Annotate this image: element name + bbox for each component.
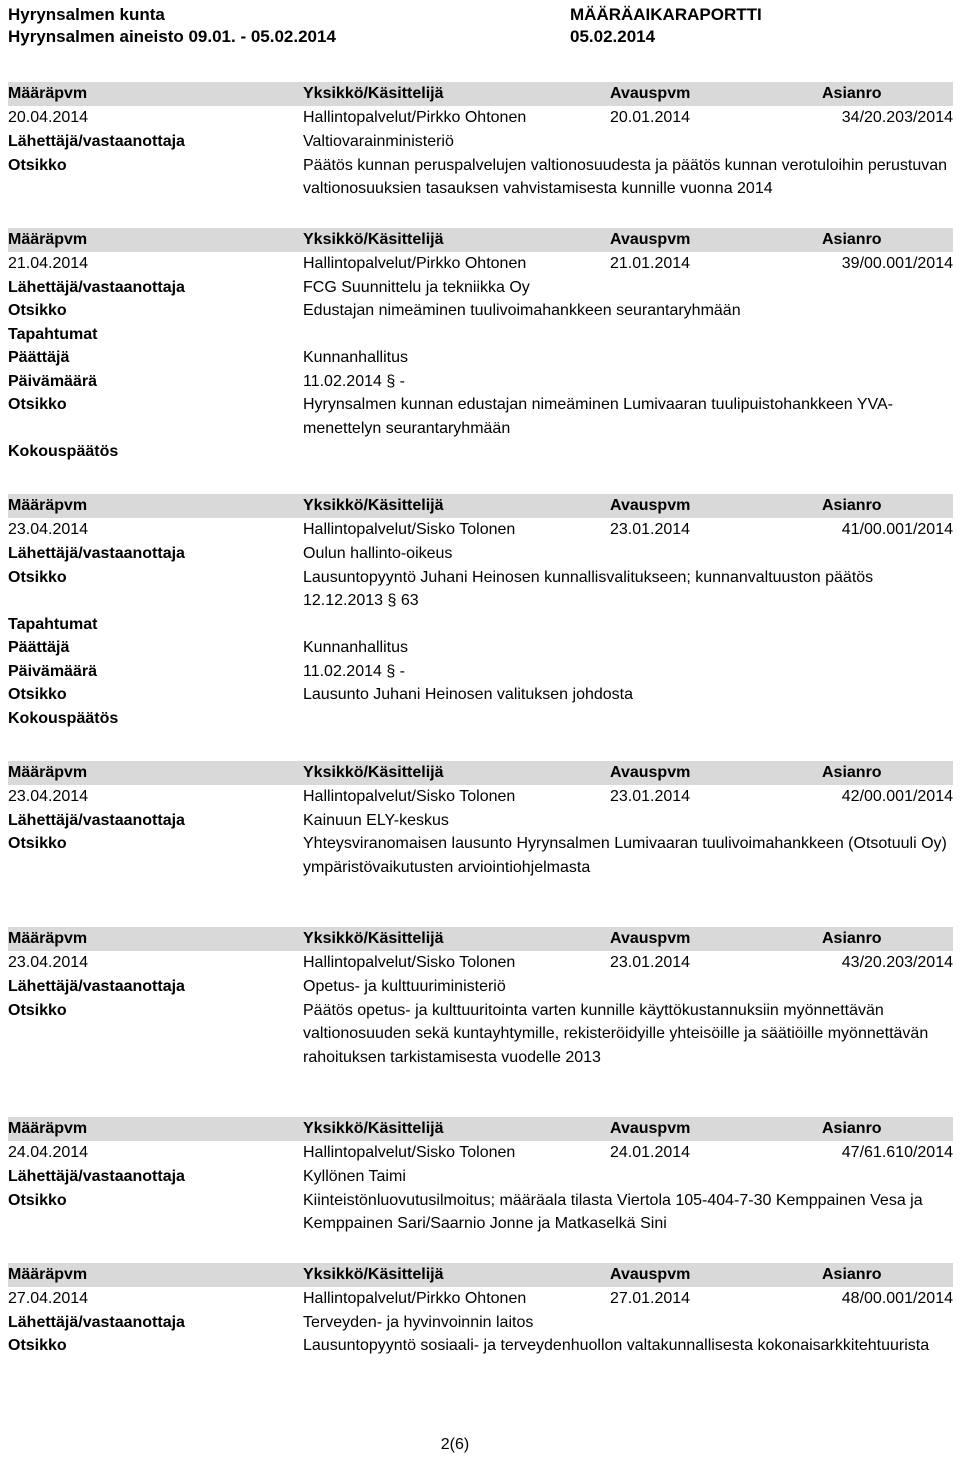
event-title-row bbox=[8, 393, 953, 440]
record bbox=[8, 1117, 953, 1236]
decider-value: Kunnanhallitus bbox=[303, 639, 408, 656]
avauspvm-header: Avauspvm bbox=[610, 763, 691, 781]
asianro-header: Asianro bbox=[822, 85, 882, 102]
sender-label: Lähettäjä/vastaanottaja bbox=[8, 811, 185, 829]
events-label: Tapahtumat bbox=[8, 615, 98, 633]
events-label: Tapahtumat bbox=[8, 325, 98, 343]
yksikko-value: Hallintopalvelut/Sisko Tolonen bbox=[303, 521, 516, 538]
record-values bbox=[8, 106, 953, 130]
date-value: 11.02.2014 § - bbox=[303, 662, 406, 680]
column-header bbox=[8, 494, 953, 518]
maarapvm-header: Määräpvm bbox=[8, 230, 88, 248]
title-value: Päätös kunnan peruspalvelujen valtionosuudesta ja päätös kunnan verotuloihin perustuvan valtionosuuksien tasauksen vahvistamisesta kunnille vuonna 2014 bbox=[303, 156, 948, 197]
yksikko-value: Hallintopalvelut/Sisko Tolonen bbox=[303, 954, 516, 971]
event-title-value: Hyrynsalmen kunnan edustajan nimeäminen Lumivaaran tuulipuistohankkeen YVA-menettelyn seurantaryhmään bbox=[303, 396, 893, 437]
title-value: Lausuntopyyntö Juhani Heinosen kunnallisvalitukseen; kunnanvaltuuston päätös 12.12.2013 § 63 bbox=[303, 568, 874, 609]
report-header bbox=[8, 4, 952, 48]
column-header bbox=[8, 1117, 953, 1141]
record bbox=[8, 228, 953, 468]
avauspvm-value: 27.01.2014 bbox=[610, 1289, 691, 1307]
title-label: Otsikko bbox=[8, 1001, 67, 1019]
sender-value: Terveyden- ja hyvinvoinnin laitos bbox=[303, 1313, 534, 1331]
records-list bbox=[8, 82, 953, 1358]
maarapvm-header: Määräpvm bbox=[8, 1120, 88, 1137]
date-label: Päivämäärä bbox=[8, 662, 97, 680]
asianro-value: 42/00.001/2014 bbox=[841, 787, 953, 805]
title-row bbox=[8, 999, 953, 1070]
maarapvm-value: 20.04.2014 bbox=[8, 109, 89, 126]
record-values bbox=[8, 1287, 953, 1311]
sender-value: Opetus- ja kulttuuriministeriö bbox=[303, 978, 506, 995]
title-label: Otsikko bbox=[8, 835, 67, 852]
maarapvm-header: Määräpvm bbox=[8, 497, 88, 514]
asianro-header: Asianro bbox=[822, 230, 882, 248]
asianro-value: 47/61.610/2014 bbox=[841, 1144, 953, 1161]
record-values bbox=[8, 1141, 953, 1165]
maarapvm-value: 27.04.2014 bbox=[8, 1289, 89, 1307]
asianro-header: Asianro bbox=[822, 930, 882, 947]
avauspvm-header: Avauspvm bbox=[610, 85, 691, 102]
events-row bbox=[8, 613, 953, 637]
yksikko-value: Hallintopalvelut/Sisko Tolonen bbox=[303, 1144, 516, 1161]
title-row bbox=[8, 299, 953, 323]
avauspvm-value: 24.01.2014 bbox=[610, 1144, 691, 1161]
column-header bbox=[8, 228, 953, 252]
column-header bbox=[8, 927, 953, 951]
report-date: 05.02.2014 bbox=[570, 27, 656, 46]
yksikko-value: Hallintopalvelut/Pirkko Ohtonen bbox=[303, 254, 527, 272]
asianro-header: Asianro bbox=[822, 763, 882, 781]
title-row bbox=[8, 566, 953, 613]
record bbox=[8, 761, 953, 880]
avauspvm-value: 21.01.2014 bbox=[610, 254, 691, 272]
title-row bbox=[8, 832, 953, 879]
column-header bbox=[8, 82, 953, 106]
sender-label: Lähettäjä/vastaanottaja bbox=[8, 1313, 185, 1331]
avauspvm-header: Avauspvm bbox=[610, 230, 691, 248]
meeting-decision-label: Kokouspäätös bbox=[8, 443, 119, 460]
yksikko-header: Yksikkö/Käsittelijä bbox=[303, 497, 444, 514]
date-label: Päivämäärä bbox=[8, 372, 97, 390]
sender-row bbox=[8, 1165, 953, 1189]
asianro-value: 34/20.203/2014 bbox=[841, 109, 953, 126]
avauspvm-header: Avauspvm bbox=[610, 1265, 691, 1283]
asianro-header: Asianro bbox=[822, 1120, 882, 1137]
record bbox=[8, 927, 953, 1069]
report-title: MÄÄRÄAIKARAPORTTI bbox=[570, 5, 762, 24]
asianro-header: Asianro bbox=[822, 1265, 882, 1283]
sender-row bbox=[8, 809, 953, 833]
sender-value: Kyllönen Taimi bbox=[303, 1168, 406, 1185]
yksikko-header: Yksikkö/Käsittelijä bbox=[303, 763, 444, 781]
asianro-value: 43/20.203/2014 bbox=[841, 954, 953, 971]
sender-row bbox=[8, 276, 953, 300]
date-row bbox=[8, 370, 953, 394]
maarapvm-header: Määräpvm bbox=[8, 1265, 88, 1283]
decider-label: Päättäjä bbox=[8, 349, 70, 366]
meeting-decision-label: Kokouspäätös bbox=[8, 709, 119, 727]
record-values bbox=[8, 951, 953, 975]
maarapvm-value: 23.04.2014 bbox=[8, 787, 89, 805]
maarapvm-header: Määräpvm bbox=[8, 85, 88, 102]
sender-row bbox=[8, 542, 953, 566]
title-row bbox=[8, 154, 953, 201]
column-header bbox=[8, 761, 953, 785]
decider-label: Päättäjä bbox=[8, 639, 70, 656]
sender-value: Kainuun ELY-keskus bbox=[303, 811, 449, 829]
title-label: Otsikko bbox=[8, 302, 67, 319]
title-value: Edustajan nimeäminen tuulivoimahankkeen seurantaryhmään bbox=[303, 302, 741, 319]
sender-row bbox=[8, 975, 953, 999]
sender-label: Lähettäjä/vastaanottaja bbox=[8, 278, 185, 296]
asianro-header: Asianro bbox=[822, 497, 882, 514]
sender-value: Oulun hallinto-oikeus bbox=[303, 545, 453, 562]
title-label: Otsikko bbox=[8, 1337, 67, 1354]
event-title-label: Otsikko bbox=[8, 686, 67, 703]
decider-row bbox=[8, 636, 953, 660]
maarapvm-value: 23.04.2014 bbox=[8, 954, 89, 971]
event-title-row bbox=[8, 683, 953, 707]
sender-row bbox=[8, 1311, 953, 1335]
avauspvm-value: 23.01.2014 bbox=[610, 521, 691, 538]
title-label: Otsikko bbox=[8, 1191, 67, 1209]
decider-row bbox=[8, 346, 953, 370]
asianro-value: 39/00.001/2014 bbox=[841, 254, 953, 272]
decider-value: Kunnanhallitus bbox=[303, 349, 408, 366]
yksikko-header: Yksikkö/Käsittelijä bbox=[303, 1265, 444, 1283]
asianro-value: 48/00.001/2014 bbox=[841, 1289, 953, 1307]
asianro-value: 41/00.001/2014 bbox=[841, 521, 953, 538]
title-value: Kiinteistönluovutusilmoitus; määräala tilasta Viertola 105-404-7-30 Kemppainen Vesa ja Kemppainen Sari/Saarnio Jonne ja Matkaselkä Sini bbox=[303, 1191, 923, 1232]
yksikko-header: Yksikkö/Käsittelijä bbox=[303, 1120, 444, 1137]
title-label: Otsikko bbox=[8, 568, 67, 586]
title-label: Otsikko bbox=[8, 156, 67, 174]
yksikko-value: Hallintopalvelut/Sisko Tolonen bbox=[303, 787, 516, 805]
sender-label: Lähettäjä/vastaanottaja bbox=[8, 545, 185, 562]
avauspvm-header: Avauspvm bbox=[610, 930, 691, 947]
sender-value: Valtiovarainministeriö bbox=[303, 133, 454, 150]
maarapvm-header: Määräpvm bbox=[8, 930, 88, 947]
title-row bbox=[8, 1334, 953, 1358]
sender-label: Lähettäjä/vastaanottaja bbox=[8, 133, 185, 150]
event-title-value: Lausunto Juhani Heinosen valituksen johdosta bbox=[303, 686, 634, 703]
maarapvm-value: 21.04.2014 bbox=[8, 254, 89, 272]
avauspvm-value: 23.01.2014 bbox=[610, 787, 691, 805]
maarapvm-value: 24.04.2014 bbox=[8, 1144, 89, 1161]
title-value: Yhteysviranomaisen lausunto Hyrynsalmen Lumivaaran tuulivoimahankkeen (Otsotuuli Oy) ympäristövaikutusten arviointiohjelmasta bbox=[303, 835, 947, 876]
yksikko-value: Hallintopalvelut/Pirkko Ohtonen bbox=[303, 109, 527, 126]
yksikko-header: Yksikkö/Käsittelijä bbox=[303, 85, 444, 102]
record bbox=[8, 82, 953, 201]
events-row bbox=[8, 323, 953, 347]
sender-row bbox=[8, 130, 953, 154]
sender-value: FCG Suunnittelu ja tekniikka Oy bbox=[303, 278, 530, 296]
avauspvm-value: 23.01.2014 bbox=[610, 954, 691, 971]
column-header bbox=[8, 1263, 953, 1287]
record-values bbox=[8, 252, 953, 276]
record-values bbox=[8, 785, 953, 809]
yksikko-value: Hallintopalvelut/Pirkko Ohtonen bbox=[303, 1289, 527, 1307]
avauspvm-header: Avauspvm bbox=[610, 497, 691, 514]
municipality-name: Hyrynsalmen kunta bbox=[8, 5, 165, 24]
title-row bbox=[8, 1189, 953, 1236]
material-period: Hyrynsalmen aineisto 09.01. - 05.02.2014 bbox=[8, 27, 336, 46]
record bbox=[8, 1263, 953, 1358]
yksikko-header: Yksikkö/Käsittelijä bbox=[303, 230, 444, 248]
title-value: Lausuntopyyntö sosiaali- ja terveydenhuollon valtakunnallisesta kokonaisarkkitehtuurista bbox=[303, 1337, 930, 1354]
yksikko-header: Yksikkö/Käsittelijä bbox=[303, 930, 444, 947]
record bbox=[8, 494, 953, 734]
avauspvm-value: 20.01.2014 bbox=[610, 109, 691, 126]
page-number: 2(6) bbox=[440, 1436, 470, 1453]
date-value: 11.02.2014 § - bbox=[303, 372, 406, 390]
sender-label: Lähettäjä/vastaanottaja bbox=[8, 978, 185, 995]
maarapvm-header: Määräpvm bbox=[8, 763, 88, 781]
date-row bbox=[8, 660, 953, 684]
maarapvm-value: 23.04.2014 bbox=[8, 521, 89, 538]
avauspvm-header: Avauspvm bbox=[610, 1120, 691, 1137]
record-values bbox=[8, 518, 953, 542]
title-value: Päätös opetus- ja kulttuuritointa varten kunnille käyttökustannuksiin myönnettävän valtionosuuden sekä kuntayhtymille, rekisteröidyille yhteisöille ja säätiöille myönnettävän rahoituksen tarkistamisesta vuodelle 2013 bbox=[303, 1001, 929, 1066]
event-title-label: Otsikko bbox=[8, 396, 67, 413]
sender-label: Lähettäjä/vastaanottaja bbox=[8, 1168, 185, 1185]
